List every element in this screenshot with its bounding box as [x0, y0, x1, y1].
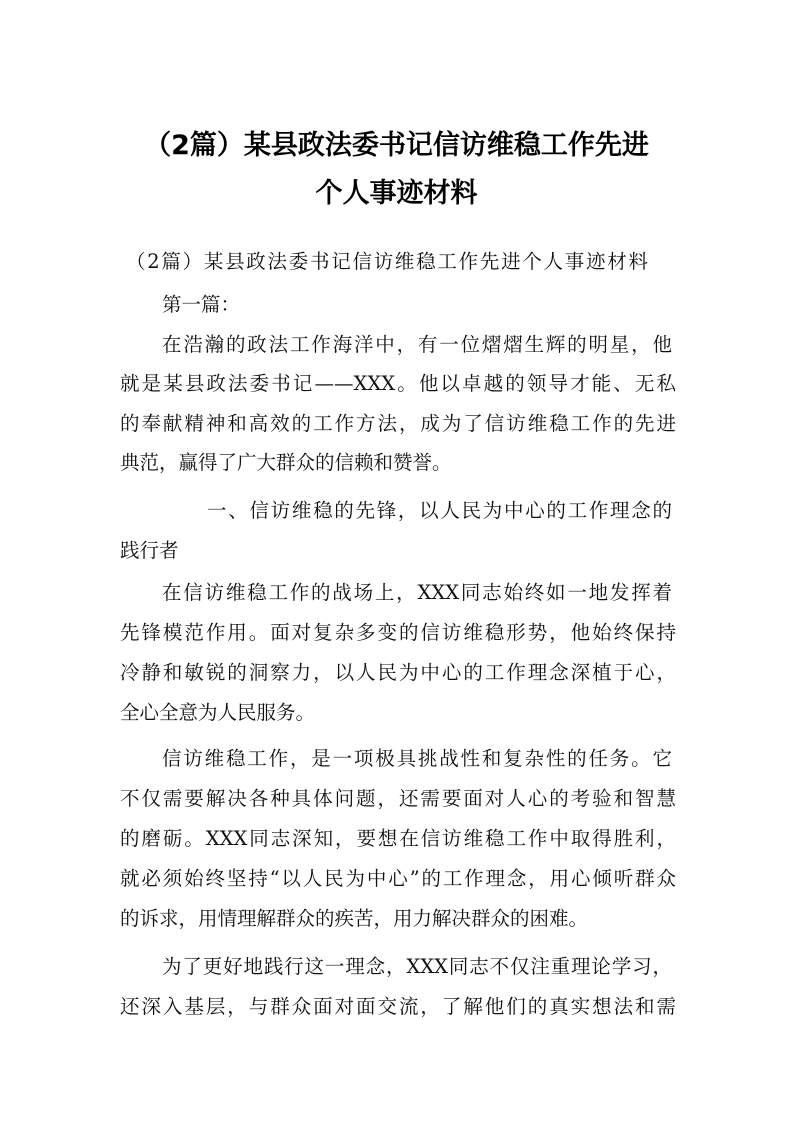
paragraph-line: 就必须始终坚持“以人民为中心”的工作理念，用心倾听群众 — [120, 867, 676, 890]
document-title-line-1: （2篇）某县政法委书记信访维稳工作先进 — [144, 130, 649, 161]
section-heading-line: 一、信访维稳的先锋，以人民为中心的工作理念的 — [207, 499, 672, 522]
paragraph-line: 就是某县政法委书记——XXX。他以卓越的领导才能、无私 — [120, 372, 676, 395]
paragraph-line: 全心全意为人民服务。 — [120, 701, 316, 724]
paragraph-line: 的奉献精神和高效的工作方法，成为了信访维稳工作的先进 — [120, 412, 676, 435]
document-subtitle: （2篇）某县政法委书记信访维稳工作先进个人事迹材料 — [126, 250, 648, 273]
document-title-line-2: 个人事迹材料 — [315, 178, 478, 209]
paragraph-line: 还深入基层，与群众面对面交流，了解他们的真实想法和需 — [120, 995, 676, 1018]
paragraph-line: 在浩瀚的政法工作海洋中，有一位熠熠生辉的明星，他 — [162, 333, 672, 356]
paragraph-line: 为了更好地践行这一理念，XXX同志不仅注重理论学习， — [162, 955, 672, 978]
paragraph-line: 的磨砺。XXX同志深知，要想在信访维稳工作中取得胜利， — [120, 827, 676, 850]
paragraph-line: 的诉求，用情理解群众的疾苦，用力解决群众的困难。 — [120, 907, 589, 930]
paragraph-line: 在信访维稳工作的战场上，XXX同志始终如一地发挥着 — [162, 581, 672, 604]
paragraph-line: 不仅需要解决各种具体问题，还需要面对人心的考验和智慧 — [120, 787, 676, 810]
paragraph-line: 先锋模范作用。面对复杂多变的信访维稳形势，他始终保持 — [120, 621, 676, 644]
paragraph-line: 冷静和敏锐的洞察力，以人民为中心的工作理念深植于心， — [120, 661, 676, 684]
section-heading-line: 践行者 — [120, 539, 179, 562]
part-label: 第一篇： — [162, 293, 241, 316]
paragraph-line: 信访维稳工作，是一项极具挑战性和复杂性的任务。它 — [162, 747, 672, 770]
paragraph-line: 典范，赢得了广大群众的信赖和赞誉。 — [120, 451, 452, 474]
